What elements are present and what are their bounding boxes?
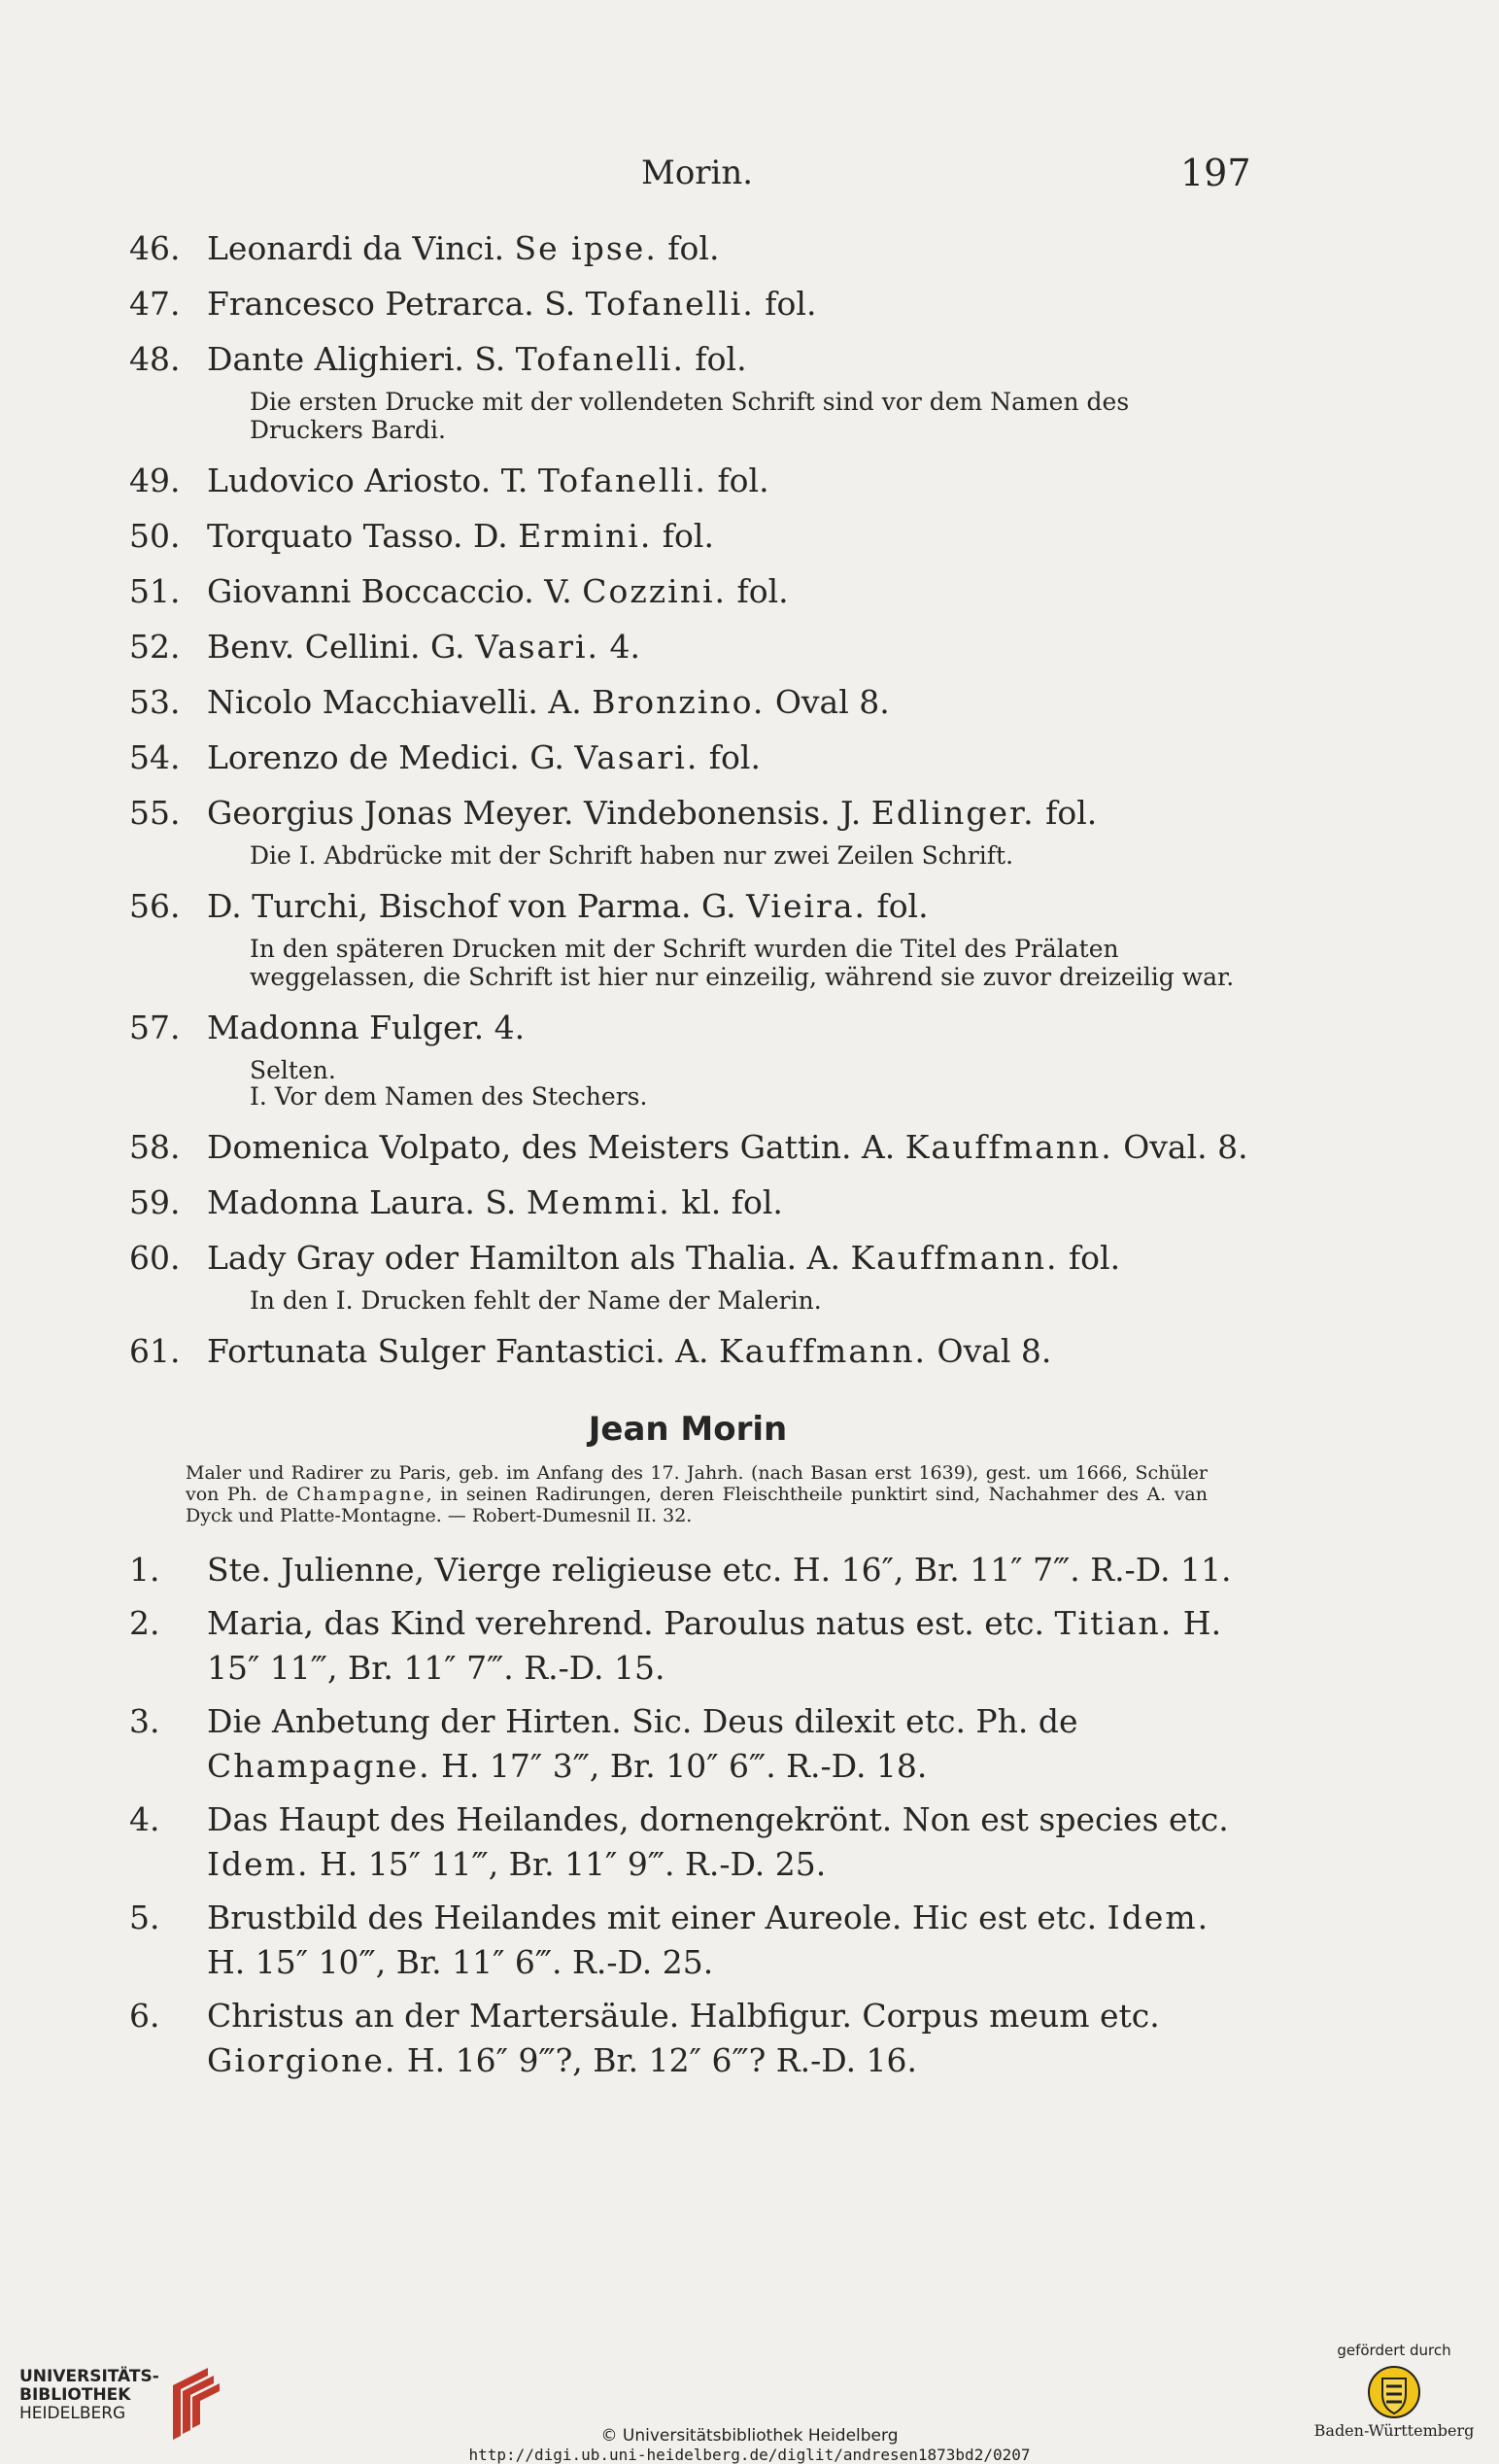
entry-number: 4. xyxy=(129,1800,160,1838)
entry-number: 55. xyxy=(129,794,181,832)
entry-text: Francesco Petrarca. S. Tofanelli. fol. xyxy=(207,285,817,323)
entry-text: Die Anbetung der Hirten. Sic. Deus dilexit etc. Ph. de Champagne. H. 17″ 3‴, Br. 10″ 6‴. R.-D. 18. xyxy=(207,1702,1078,1785)
catalogue-entry xyxy=(129,1896,1246,1985)
entry-text: Maria, das Kind verehrend. Paroulus natus est. etc. Titian. H. 15″ 11‴, Br. 11″ 7‴. R.-D. 15. xyxy=(207,1604,1222,1687)
entry-text: Ludovico Ariosto. T. Tofanelli. fol. xyxy=(207,462,769,499)
section-title: Jean Morin xyxy=(588,1410,788,1449)
catalogue-entry xyxy=(129,1797,1246,1887)
entry-number: 52. xyxy=(129,628,181,666)
catalogue-entry xyxy=(129,513,1246,560)
page-body xyxy=(129,225,1246,2092)
artist-biography: Maler und Radirer zu Paris, geb. im Anfang des 17. Jahrh. (nach Basan erst 1639), gest. um 1666, Schüler von Ph. de Champagne, in seinen Radirungen, deren Fleischtheile punktirt sind, Nachahmer des A. van Dyck und Platte-Montagne. — Robert-Dumesnil II. 32. xyxy=(186,1462,1208,1526)
entry-number: 57. xyxy=(129,1009,181,1046)
copyright-notice: © Universitätsbibliothek Heidelberg xyxy=(600,2426,899,2446)
page-number: 197 xyxy=(1180,152,1251,194)
catalogue-entry xyxy=(129,1328,1246,1375)
catalogue-entry xyxy=(129,225,1246,272)
catalogue-list-part2 xyxy=(129,1548,1246,2083)
entry-text: Leonardi da Vinci. Se ipse. fol. xyxy=(207,229,720,267)
catalogue-entry xyxy=(129,1994,1246,2083)
entry-number: 48. xyxy=(129,340,181,378)
catalogue-entry xyxy=(129,883,1246,930)
entry-text: D. Turchi, Bischof von Parma. G. Vieira. fol. xyxy=(207,887,929,925)
entry-number: 2. xyxy=(129,1604,160,1642)
entry-number: 51. xyxy=(129,572,181,610)
entry-number: 56. xyxy=(129,887,181,925)
sponsor-name: Baden-Württemberg xyxy=(1313,2421,1475,2440)
catalogue-entry xyxy=(129,624,1246,670)
entry-number: 6. xyxy=(129,1997,160,2035)
catalogue-entry xyxy=(129,1180,1246,1226)
entry-text: Brustbild des Heilandes mit einer Aureole. Hic est etc. Idem. H. 15″ 10‴, Br. 11″ 6‴. R.-D. 25. xyxy=(207,1899,1210,1981)
catalogue-entry xyxy=(129,1235,1246,1282)
sponsor-block xyxy=(1302,2342,1486,2453)
entry-text: Lady Gray oder Hamilton als Thalia. A. Kauffmann. fol. xyxy=(207,1239,1121,1277)
entry-number: 3. xyxy=(129,1702,160,1740)
entry-text: Madonna Laura. S. Memmi. kl. fol. xyxy=(207,1183,783,1221)
entry-text: Fortunata Sulger Fantastici. A. Kauffmann. Oval 8. xyxy=(207,1332,1052,1370)
running-title: Morin. xyxy=(641,154,754,192)
entry-text: Giovanni Boccaccio. V. Cozzini. fol. xyxy=(207,572,789,610)
entry-text: Torquato Tasso. D. Ermini. fol. xyxy=(207,517,714,555)
catalogue-entry xyxy=(129,679,1246,726)
source-url[interactable]: http://digi.ub.uni-heidelberg.de/diglit/andresen1873bd2/0207 xyxy=(468,2446,1031,2464)
catalogue-entry xyxy=(129,790,1246,837)
entry-text: Georgius Jonas Meyer. Vindebonensis. J. Edlinger. fol. xyxy=(207,794,1098,832)
digitization-footer xyxy=(0,2317,1499,2464)
catalogue-entry xyxy=(129,1124,1246,1171)
entry-text: Dante Alighieri. S. Tofanelli. fol. xyxy=(207,340,747,378)
entry-text: Ste. Julienne, Vierge religieuse etc. H. 16″, Br. 11″ 7‴. R.-D. 11. xyxy=(207,1551,1232,1589)
catalogue-entry xyxy=(129,458,1246,504)
entry-note: Die I. Abdrücke mit der Schrift haben nur zwei Zeilen Schrift. xyxy=(250,841,1014,870)
library-name-line3: HEIDELBERG xyxy=(19,2404,126,2423)
entry-number: 46. xyxy=(129,229,181,267)
entry-number: 1. xyxy=(129,1551,160,1589)
entry-text: Christus an der Martersäule. Halbfigur. Corpus meum etc. Giorgione. H. 16″ 9‴?, Br. 12″ 6‴? R.-D. 16. xyxy=(207,1997,1160,2079)
entry-text: Domenica Volpato, des Meisters Gattin. A. Kauffmann. Oval. 8. xyxy=(207,1128,1248,1166)
entry-text: Benv. Cellini. G. Vasari. 4. xyxy=(207,628,641,666)
entry-text: Madonna Fulger. 4. xyxy=(207,1009,526,1046)
entry-number: 50. xyxy=(129,517,181,555)
entry-number: 54. xyxy=(129,738,181,776)
entry-number: 49. xyxy=(129,462,181,499)
entry-text: Nicolo Macchiavelli. A. Bronzino. Oval 8. xyxy=(207,683,890,721)
entry-number: 5. xyxy=(129,1899,160,1936)
entry-number: 47. xyxy=(129,285,181,323)
entry-note: In den späteren Drucken mit der Schrift wurden die Titel des Prälaten weggelassen, die Schrift ist hier nur einzeilig, während sie zuvor dreizeilig war. xyxy=(250,935,1235,991)
entry-number: 53. xyxy=(129,683,181,721)
catalogue-entry xyxy=(129,568,1246,615)
entry-text: Das Haupt des Heilandes, dornengekrönt. Non est species etc. Idem. H. 15″ 11‴, Br. 11″ 9‴. R.-D. 25. xyxy=(207,1800,1229,1883)
catalogue-entry xyxy=(129,336,1246,383)
coat-of-arms-icon xyxy=(1367,2365,1421,2419)
catalogue-entry xyxy=(129,735,1246,781)
entry-number: 58. xyxy=(129,1128,181,1166)
catalogue-entry xyxy=(129,281,1246,327)
entry-number: 59. xyxy=(129,1183,181,1221)
entry-note: I. Vor dem Namen des Stechers. xyxy=(250,1082,648,1111)
page-header xyxy=(0,154,1499,200)
library-name-line1: UNIVERSITÄTS- xyxy=(19,2367,159,2386)
entry-note: Die ersten Drucke mit der vollendeten Schrift sind vor dem Namen des Druckers Bardi. xyxy=(250,388,1130,444)
catalogue-entry xyxy=(129,1548,1246,1592)
entry-number: 61. xyxy=(129,1332,181,1370)
catalogue-entry xyxy=(129,1005,1246,1051)
catalogue-entry xyxy=(129,1699,1246,1789)
library-name-line2: BIBLIOTHEK xyxy=(19,2385,131,2405)
sponsor-label: gefördert durch xyxy=(1337,2342,1451,2359)
catalogue-list-part1 xyxy=(129,225,1246,1375)
entry-note: In den I. Drucken fehlt der Name der Malerin. xyxy=(250,1286,822,1315)
entry-number: 60. xyxy=(129,1239,181,1277)
entry-text: Lorenzo de Medici. G. Vasari. fol. xyxy=(207,738,761,776)
entry-note: Selten. xyxy=(250,1056,336,1084)
catalogue-entry xyxy=(129,1601,1246,1691)
